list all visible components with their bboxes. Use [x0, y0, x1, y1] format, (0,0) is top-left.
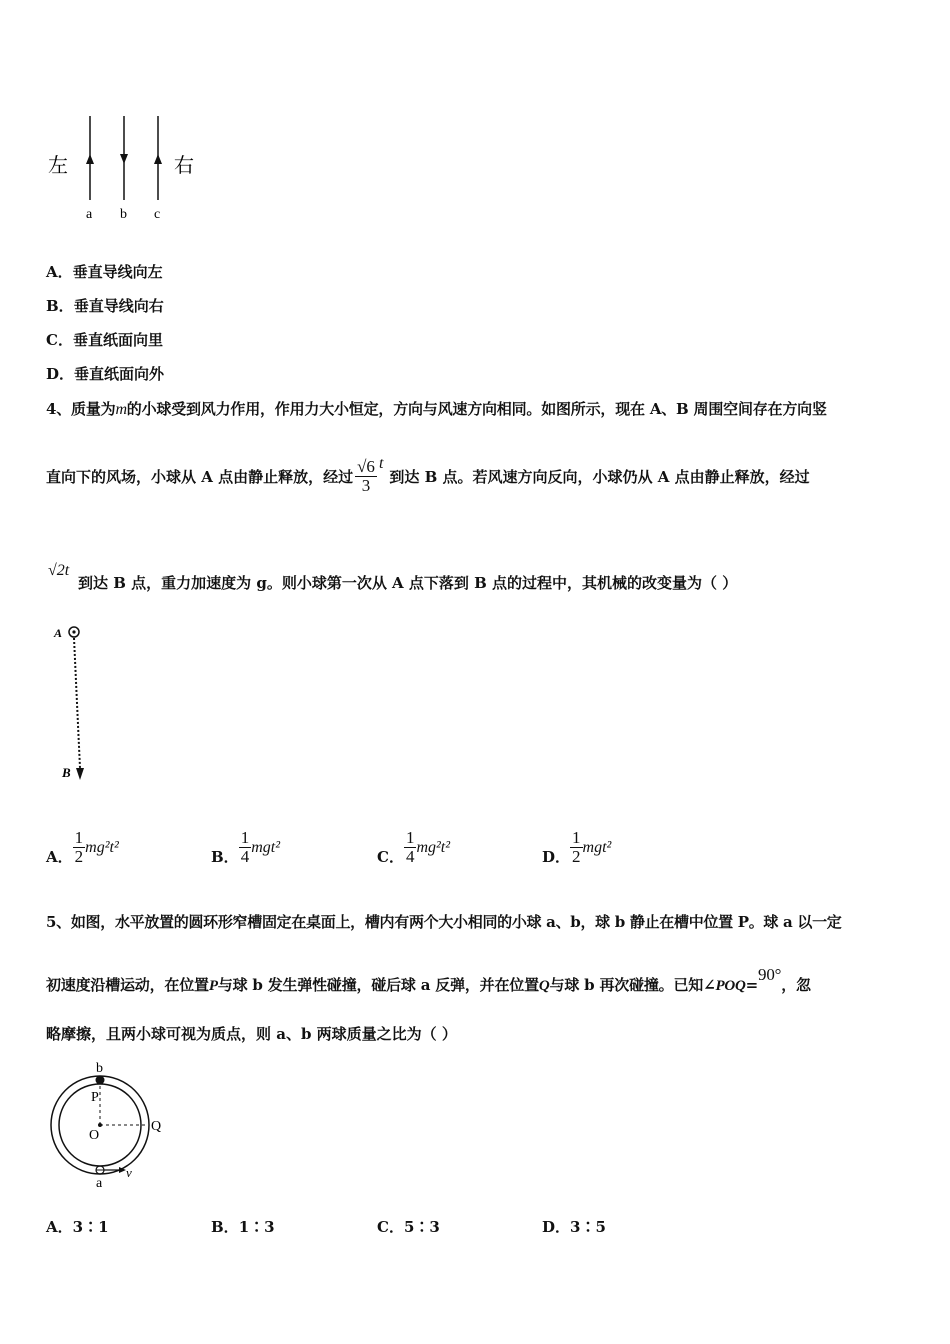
label-o: O [89, 1128, 100, 1143]
option-text: 垂直纸面向外 [74, 365, 165, 383]
q5-option-b [211, 1216, 275, 1237]
q4-option-a [46, 828, 119, 867]
label-a: a [96, 1176, 103, 1191]
left-label: 左 [48, 155, 68, 177]
option-text: 垂直导线向左 [72, 263, 163, 281]
wire-b-label: b [120, 207, 127, 222]
option-text: 3∶5 [570, 1218, 606, 1236]
option-letter: D． [46, 365, 75, 383]
option-text: 3∶1 [72, 1218, 109, 1236]
fraction-numerator: 1 [74, 828, 84, 848]
q4-time2: √2t [48, 562, 70, 579]
fraction-denominator: 4 [405, 847, 415, 866]
q5-angle-value: 90° [758, 965, 782, 984]
option-letter: A． [46, 263, 73, 281]
option-fraction [404, 829, 417, 866]
q4-mass-symbol: m [115, 401, 127, 418]
q5-figure [44, 1058, 184, 1193]
fraction-numerator: 1 [240, 828, 250, 848]
wire-a-up-arrow [86, 154, 94, 164]
option-text: 垂直纸面向里 [72, 331, 163, 349]
fraction-denominator: 2 [74, 847, 84, 866]
fall-arrow-icon [76, 768, 84, 780]
option-letter: B． [46, 297, 74, 315]
option-letter: A． [46, 1218, 73, 1236]
option-letter: D． [542, 1218, 571, 1236]
q4-option-b [211, 828, 280, 867]
option-text: 5∶3 [403, 1218, 440, 1236]
point-a-dot [72, 630, 75, 633]
option-expression: mgt² [251, 838, 280, 856]
q4-time1-var: t [378, 455, 384, 473]
q3-option-d [46, 363, 164, 384]
q4-option-c [377, 828, 450, 867]
option-letter: C． [377, 848, 404, 866]
label-b: b [96, 1061, 103, 1076]
option-expression: mgt² [582, 838, 612, 856]
option-text: 1∶3 [238, 1218, 275, 1236]
option-letter: D． [542, 848, 571, 866]
q5-line2-pre: 初速度沿槽运动，在位置 [46, 976, 209, 994]
wires-figure [44, 110, 204, 230]
fraction-numerator: 1 [572, 828, 581, 848]
right-label: 右 [174, 155, 194, 177]
wire-a-label: a [86, 207, 93, 222]
q5-line1: 5、如图，水平放置的圆环形窄槽固定在桌面上，槽内有两个大小相同的小球 a、b，球 b 静止在槽中位置 P。球 a 以一定 [46, 913, 842, 931]
q5-line2 [46, 965, 811, 995]
q4-option-d [542, 828, 611, 867]
label-p: P [91, 1090, 99, 1105]
point-a-label: A [54, 626, 63, 640]
fraction-numerator: √6 [357, 457, 375, 476]
q3-option-a [46, 261, 163, 282]
q4-line1 [46, 398, 827, 419]
q5-angle-name: POQ [715, 978, 746, 994]
fraction-denominator: 2 [572, 847, 581, 866]
q4-line1-post: 的小球受到风力作用，作用力大小恒定，方向与风速方向相同。如图所示，现在 A、B 周围空间存在方向竖 [126, 400, 827, 418]
q5-option-a [46, 1216, 109, 1237]
ball-b [96, 1076, 105, 1085]
q4-line2-post: 到达 B 点。若风速方向反向，小球仍从 A 点由静止释放，经过 [389, 467, 810, 486]
q5-option-c [377, 1216, 440, 1237]
q4-line2-pre: 直向下的风场，小球从 A 点由静止释放，经过 [46, 467, 354, 486]
wire-b-down-arrow [120, 154, 128, 164]
q4-time1-fraction [355, 458, 377, 495]
q3-option-b [46, 295, 164, 316]
q5-position-p: P [208, 978, 218, 994]
option-letter: A． [46, 848, 73, 866]
option-expression: mg²t² [85, 838, 119, 856]
q5-line2-mid1: 与球 b 发生弹性碰撞，碰后球 a 反弹，并在位置 [217, 976, 539, 994]
q4-line2 [46, 455, 810, 495]
option-fraction [73, 829, 86, 866]
q4-line3: 到达 B 点，重力加速度为 g。则小球第一次从 A 点下落到 B 点的过程中，其机械的改变量为（ ） [78, 574, 738, 592]
q5-equals: = [745, 976, 759, 994]
option-fraction [239, 829, 252, 866]
q5-option-d [542, 1216, 606, 1237]
option-letter: B． [211, 848, 239, 866]
q4-line1-pre: 4、质量为 [46, 400, 116, 418]
label-q: Q [151, 1119, 162, 1134]
fall-path [74, 638, 80, 768]
q5-line2-post: ，忽 [781, 976, 811, 994]
label-v: v [126, 1165, 132, 1180]
wire-c-up-arrow [154, 154, 162, 164]
option-letter: C． [46, 331, 73, 349]
q5-line3: 略摩擦，且两小球可视为质点，则 a、b 两球质量之比为（ ） [46, 1025, 457, 1043]
option-fraction [570, 829, 583, 866]
option-expression: mg²t² [416, 838, 451, 856]
fraction-denominator: 3 [361, 475, 371, 495]
option-text: 垂直导线向右 [73, 297, 164, 315]
fraction-denominator: 4 [240, 847, 250, 866]
q5-position-q: Q [538, 978, 550, 994]
wire-c-label: c [154, 207, 161, 222]
center-o-dot [98, 1123, 102, 1127]
fraction-numerator: 1 [405, 828, 415, 848]
point-b-label: B [62, 765, 71, 780]
option-letter: C． [377, 1218, 404, 1236]
option-letter: B． [211, 1218, 239, 1236]
q4-figure [50, 620, 110, 790]
q5-line2-mid2: 与球 b 再次碰撞。已知∠ [549, 976, 716, 994]
q3-option-c [46, 329, 163, 350]
